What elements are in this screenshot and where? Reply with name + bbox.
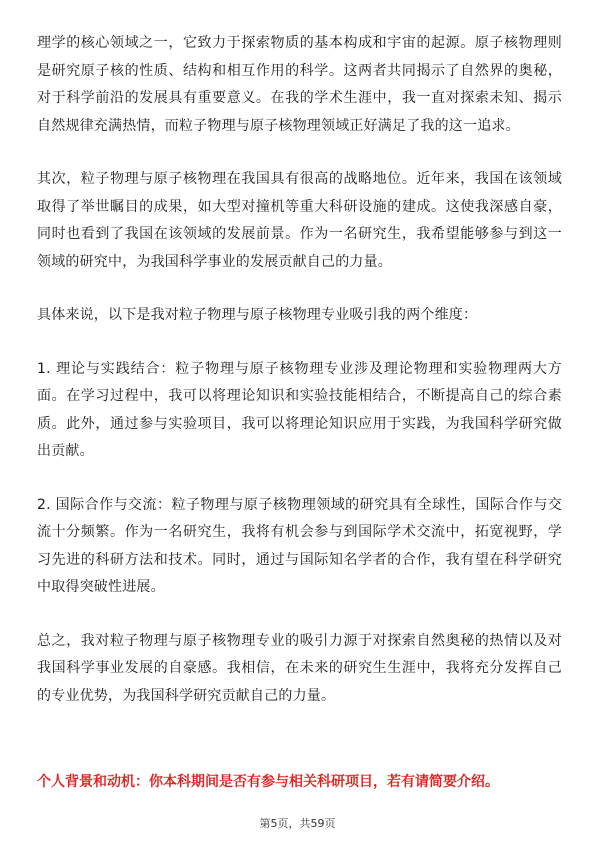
page-number-footer: 第5页，共59页: [259, 817, 336, 830]
paragraph-theory-practice: 1. 理论与实践结合：粒子物理与原子核物理专业涉及理论物理和实验物理两大方面。在学习过程中，我可以将理论知识和实验技能相结合，不断提高自己的综合素质。此外，通过参与实验项目，我可以将理论知识应用于实践，为我国科学研究做出贡献。: [37, 360, 562, 459]
paragraph-strategic-importance: 其次，粒子物理与原子核物理在我国具有很高的战略地位。近年来，我国在该领域取得了举世瞩目的成果，如大型对撞机等重大科研设施的建成。这使我深感自豪，同时也看到了我国在该领域的发展前景。作为一名研究生，我希望能够参与到这一领域的研究中，为我国科学事业的发展贡献自己的力量。: [37, 171, 562, 270]
question-heading: 个人背景和动机：你本科期间是否有参与相关科研项目，若有请简要介绍。: [37, 774, 499, 790]
paragraph-conclusion: 总之，我对粒子物理与原子核物理专业的吸引力源于对探索自然奥秘的热情以及对我国科学事业发展的自豪感。我相信，在未来的研究生生涯中，我将充分发挥自己的专业优势，为我国科学研究贡献自己的力量。: [37, 632, 562, 704]
paragraph-intro-continuation: 理学的核心领域之一，它致力于探索物质的基本构成和宇宙的起源。原子核物理则是研究原子核的性质、结构和相互作用的科学。这两者共同揭示了自然界的奥秘，对于科学前沿的发展具有重要意义。在我的学术生涯中，我一直对探索未知、揭示自然规律充满热情，而粒子物理与原子核物理领域正好满足了我的这一追求。: [37, 35, 562, 134]
paragraph-international-cooperation: 2. 国际合作与交流：粒子物理与原子核物理领域的研究具有全球性，国际合作与交流十分频繁。作为一名研究生，我将有机会参与到国际学术交流中，拓宽视野，学习先进的科研方法和技术。同时，通过与国际知名学者的合作，我有望在科学研究中取得突破性进展。: [37, 496, 562, 595]
paragraph-two-dimensions-intro: 具体来说，以下是我对粒子物理与原子核物理专业吸引我的两个维度：: [37, 307, 478, 323]
document-body: [37, 30, 562, 710]
